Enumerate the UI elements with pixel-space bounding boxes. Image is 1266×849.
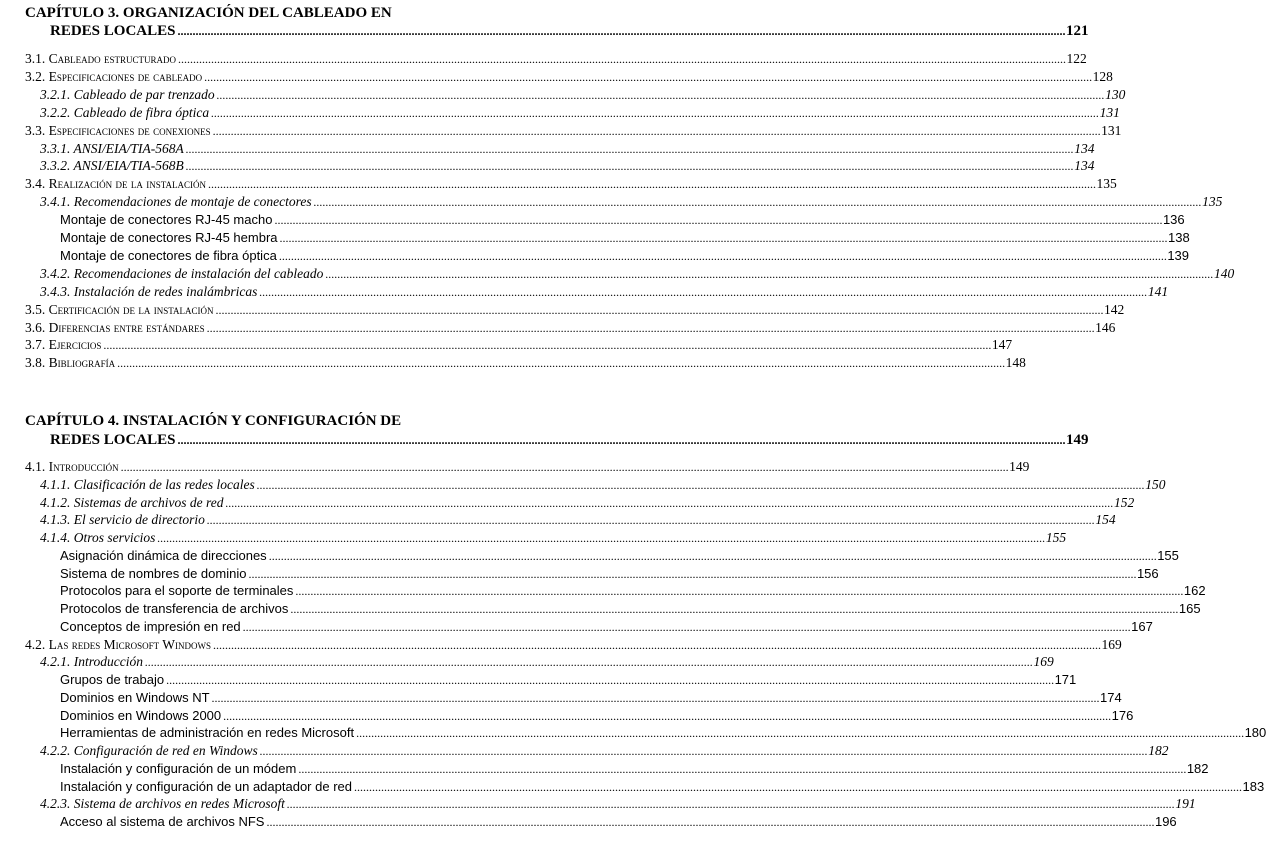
dot-leader xyxy=(145,654,1032,670)
chapter-3-title-line2 xyxy=(0,23,1089,40)
toc-entry-text: Las redes Microsoft Windows xyxy=(48,636,212,652)
dot-leader xyxy=(356,725,1243,741)
toc-entry-label xyxy=(25,176,206,192)
toc-entry[interactable] xyxy=(0,547,1179,564)
toc-entry-page: 128 xyxy=(1092,68,1113,84)
toc-entry-page: 196 xyxy=(1154,814,1177,829)
toc-entry-page: 141 xyxy=(1147,283,1169,299)
toc-entry-page: 182 xyxy=(1186,760,1209,776)
toc-entry-text: Instalación de redes inalámbricas xyxy=(73,283,258,299)
toc-entry[interactable] xyxy=(0,654,1054,670)
toc-entry-page: 152 xyxy=(1113,494,1135,510)
toc-entry-text: Diferencias entre estándares xyxy=(48,319,205,335)
toc-entry[interactable] xyxy=(0,494,1135,511)
toc-entry-number: 4.2.1. xyxy=(40,654,71,670)
toc-entry-page: 135 xyxy=(1202,194,1223,210)
toc-entry[interactable] xyxy=(0,140,1095,157)
toc-entry-text: ANSI/EIA/TIA-568A xyxy=(73,140,184,156)
toc-entry-number: 3.4.2. xyxy=(40,265,71,281)
toc-entry-page: 142 xyxy=(1103,301,1125,317)
toc-entry-number: 4.1. xyxy=(25,459,46,474)
toc-entry-number: 4.2.2. xyxy=(40,743,71,758)
dot-leader xyxy=(213,123,1100,139)
toc-entry-page: 134 xyxy=(1074,140,1095,156)
toc-entry-text: Instalación y configuración de un adaptador de red xyxy=(60,778,352,794)
toc-entry-page: 136 xyxy=(1162,212,1185,228)
toc-entry-label xyxy=(25,337,101,353)
toc-entry-text: Herramientas de administración en redes Microsoft xyxy=(60,725,355,741)
toc-entry-page: 148 xyxy=(1005,355,1026,371)
toc-entry[interactable] xyxy=(0,760,1209,777)
toc-entry-label xyxy=(25,123,211,139)
toc-entry-number: 4.2. xyxy=(25,636,46,652)
toc-entry-label xyxy=(60,672,164,687)
toc-entry-text: Conceptos de impresión en red xyxy=(60,618,241,634)
toc-entry[interactable] xyxy=(0,265,1235,282)
toc-entry-number: 4.1.2. xyxy=(40,494,71,510)
toc-entry-label xyxy=(60,761,296,776)
dot-leader xyxy=(177,432,1064,449)
toc-entry[interactable] xyxy=(0,565,1159,582)
toc-entry[interactable] xyxy=(0,194,1223,210)
toc-entry-label xyxy=(40,141,184,157)
dot-leader xyxy=(298,761,1185,777)
toc-entry-number: 3.4.3. xyxy=(40,283,71,299)
toc-entry-page: 176 xyxy=(1111,707,1134,723)
toc-entry-text: Configuración de red en Windows xyxy=(73,743,258,758)
toc-entry-number: 3.4. xyxy=(25,176,46,192)
toc-entry[interactable] xyxy=(0,68,1113,85)
dot-leader xyxy=(280,230,1167,246)
toc-entry-text: Montaje de conectores RJ-45 hembra xyxy=(60,230,278,245)
dot-leader xyxy=(215,302,1102,318)
toc-entry-text: Grupos de trabajo xyxy=(60,672,165,687)
toc-entry-number: 3.3.2. xyxy=(40,158,71,174)
toc-entry[interactable] xyxy=(0,158,1095,174)
toc-entry-page: 169 xyxy=(1033,654,1054,670)
toc-entry-page: 131 xyxy=(1101,122,1122,138)
toc-entry-label xyxy=(40,105,209,121)
toc-entry[interactable] xyxy=(0,212,1185,228)
toc-entry-text: Instalación y configuración de un módem xyxy=(60,760,297,776)
toc-entry-label xyxy=(60,814,264,829)
dot-leader xyxy=(279,248,1166,264)
toc-entry[interactable] xyxy=(0,778,1265,795)
toc-entry-page: 169 xyxy=(1101,636,1122,652)
toc-entry[interactable] xyxy=(0,176,1117,192)
toc-entry[interactable] xyxy=(0,319,1116,336)
toc-entry-text: Recomendaciones de instalación del cableado xyxy=(73,265,324,281)
toc-entry[interactable] xyxy=(0,707,1134,724)
dot-leader xyxy=(177,23,1064,40)
dot-leader xyxy=(257,477,1144,493)
toc-entry-number: 3.7. xyxy=(25,337,46,353)
toc-entry-page: 131 xyxy=(1099,104,1120,120)
toc-entry-label xyxy=(40,194,312,210)
toc-entry-label xyxy=(60,725,354,740)
toc-entry-label xyxy=(25,459,119,475)
dot-leader xyxy=(178,51,1065,67)
dot-leader xyxy=(204,69,1091,85)
dot-leader xyxy=(269,548,1156,564)
toc-entry[interactable] xyxy=(0,618,1153,635)
toc-entry-text: Montaje de conectores RJ-45 macho xyxy=(60,212,273,228)
toc-entry-text: Protocolos para el soporte de terminales xyxy=(60,583,294,599)
toc-entry-page: 154 xyxy=(1095,512,1116,528)
toc-entry-page: 138 xyxy=(1168,230,1190,245)
chapter-4-title-line1: CAPÍTULO 4. INSTALACIÓN Y CONFIGURACIÓN DE xyxy=(25,413,402,429)
toc-entry-label xyxy=(25,51,176,67)
dot-leader xyxy=(290,601,1177,617)
dot-leader xyxy=(166,672,1053,688)
dot-leader xyxy=(295,583,1182,599)
chapter-page: 121 xyxy=(1065,23,1089,39)
toc-entry-text: Cableado estructurado xyxy=(48,51,177,66)
toc-entry-label xyxy=(60,248,277,263)
dot-leader xyxy=(287,796,1174,812)
toc-entry-label xyxy=(60,583,293,598)
toc-entry[interactable] xyxy=(0,301,1125,318)
chapter-4-title-line2 xyxy=(0,432,1089,449)
toc-entry-text: Protocolos de transferencia de archivos xyxy=(60,601,289,616)
toc-entry-number: 3.4.1. xyxy=(40,194,71,210)
dot-leader xyxy=(157,530,1044,546)
toc-entry-number: 3.2.1. xyxy=(40,86,71,102)
toc-entry-page: 171 xyxy=(1054,672,1077,687)
dot-leader xyxy=(186,141,1073,157)
toc-entry-page: 140 xyxy=(1213,265,1235,281)
dot-leader xyxy=(325,266,1212,282)
toc-entry-text: Cableado de par trenzado xyxy=(73,86,215,102)
dot-leader xyxy=(217,87,1104,103)
toc-entry-text: El servicio de directorio xyxy=(73,512,205,528)
dot-leader xyxy=(103,337,990,353)
toc-entry-page: 165 xyxy=(1178,601,1201,616)
toc-entry[interactable] xyxy=(0,230,1190,246)
toc-entry-label xyxy=(60,619,241,634)
toc-entry-label xyxy=(60,212,272,227)
toc-entry-text: Recomendaciones de montaje de conectores xyxy=(73,194,312,210)
toc-entry-page: 183 xyxy=(1242,778,1265,794)
toc-entry-page: 146 xyxy=(1095,319,1116,335)
toc-entry-number: 3.2. xyxy=(25,68,46,84)
toc-entry-page: 150 xyxy=(1145,476,1166,492)
dot-leader xyxy=(186,158,1073,174)
dot-leader xyxy=(207,512,1094,528)
toc-entry[interactable] xyxy=(0,814,1177,830)
toc-entry-label xyxy=(40,495,223,511)
toc-entry[interactable] xyxy=(0,86,1126,103)
toc-entry-number: 3.3. xyxy=(25,122,46,138)
toc-entry-text: Introducción xyxy=(73,654,143,670)
toc-entry-label xyxy=(40,158,184,174)
toc-entry-number: 4.2.3. xyxy=(40,796,71,812)
toc-entry-text: Sistema de nombres de dominio xyxy=(60,565,247,581)
toc-entry-label xyxy=(60,708,221,723)
dot-leader xyxy=(207,320,1094,336)
chapter-3-title-line1: CAPÍTULO 3. ORGANIZACIÓN DEL CABLEADO EN xyxy=(25,5,392,21)
dot-leader xyxy=(211,105,1098,121)
toc-entry[interactable] xyxy=(0,283,1169,300)
toc-entry[interactable] xyxy=(0,636,1122,653)
toc-entry-page: 162 xyxy=(1183,583,1206,599)
toc-entry-number: 3.3.1. xyxy=(40,140,71,156)
dot-leader xyxy=(212,690,1099,706)
dot-leader xyxy=(260,743,1147,759)
toc-entry-text: Introducción xyxy=(48,459,119,474)
toc-entry-label xyxy=(40,796,285,812)
toc-entry-label xyxy=(25,69,202,85)
toc-entry-page: 147 xyxy=(991,337,1013,353)
toc-entry-label xyxy=(40,87,215,103)
toc-entry-text: Sistemas de archivos de red xyxy=(73,494,224,510)
toc-entry-page: 180 xyxy=(1244,725,1266,741)
toc-entry[interactable] xyxy=(0,689,1122,706)
dot-leader xyxy=(223,708,1110,724)
toc-entry[interactable] xyxy=(0,583,1206,599)
toc-entry[interactable] xyxy=(0,247,1190,264)
toc-entry-label xyxy=(60,690,210,705)
toc-entry-number: 3.8. xyxy=(25,355,46,371)
dot-leader xyxy=(266,814,1153,830)
toc-entry-page: 130 xyxy=(1105,86,1126,102)
toc-entry-number: 3.5. xyxy=(25,301,46,317)
chapter-page: 149 xyxy=(1065,432,1089,448)
dot-leader xyxy=(225,495,1112,511)
dot-leader xyxy=(208,176,1095,192)
toc-entry-number: 4.1.4. xyxy=(40,530,71,545)
toc-entry-page: 182 xyxy=(1148,743,1169,758)
toc-entry[interactable] xyxy=(0,672,1077,688)
toc-entry[interactable] xyxy=(0,796,1196,812)
toc-entry-label xyxy=(40,654,143,670)
toc-entry-text: Dominios en Windows 2000 xyxy=(60,707,222,723)
toc-entry-label xyxy=(60,779,352,794)
toc-entry-text: Cableado de fibra óptica xyxy=(73,104,210,120)
toc-entry-label xyxy=(40,530,155,546)
toc-entry-number: 3.2.2. xyxy=(40,104,71,120)
toc-entry[interactable] xyxy=(0,725,1266,741)
toc-entry-text: Montaje de conectores de fibra óptica xyxy=(60,247,277,263)
toc-entry-text: Clasificación de las redes locales xyxy=(73,476,255,492)
toc-entry[interactable] xyxy=(0,459,1030,475)
dot-leader xyxy=(117,355,1004,371)
toc-entry[interactable] xyxy=(0,530,1067,546)
toc-entry-page: 139 xyxy=(1167,247,1190,263)
toc-entry-page: 149 xyxy=(1009,459,1030,474)
toc-entry-page: 122 xyxy=(1066,51,1087,66)
toc-entry[interactable] xyxy=(0,601,1201,617)
dot-leader xyxy=(121,459,1008,475)
toc-entry-page: 174 xyxy=(1100,689,1122,705)
toc-entry-page: 135 xyxy=(1096,176,1117,192)
toc-entry[interactable] xyxy=(0,51,1087,67)
toc-entry-page: 191 xyxy=(1175,796,1196,812)
dot-leader xyxy=(213,637,1100,653)
dot-leader xyxy=(259,284,1146,300)
toc-entry-label xyxy=(60,230,278,245)
dot-leader xyxy=(314,194,1201,210)
toc-entry-label xyxy=(25,355,115,371)
toc-entry-text: ANSI/EIA/TIA-568B xyxy=(73,158,184,174)
toc-entry-label xyxy=(40,284,257,300)
toc-entry-label xyxy=(60,601,288,616)
toc-entry[interactable] xyxy=(0,476,1166,493)
toc-entry-text: Sistema de archivos en redes Microsoft xyxy=(73,796,285,812)
toc-entry-page: 167 xyxy=(1131,618,1153,634)
toc-entry-page: 155 xyxy=(1045,530,1067,545)
toc-entry[interactable] xyxy=(0,355,1026,371)
toc-entry-label xyxy=(60,566,246,581)
toc-entry-page: 134 xyxy=(1074,158,1095,174)
toc-entry-text: Bibliografía xyxy=(48,355,116,371)
toc-entry-label xyxy=(40,266,323,282)
toc-entry-number: 3.6. xyxy=(25,319,46,335)
toc-entry-number: 4.1.1. xyxy=(40,476,71,492)
toc-entry-text: Especificaciones de cableado xyxy=(48,68,203,84)
toc-entry[interactable] xyxy=(0,512,1116,528)
toc-entry[interactable] xyxy=(0,104,1120,121)
toc-entry[interactable] xyxy=(0,122,1122,139)
toc-entry-label xyxy=(25,637,211,653)
toc-entry-text: Otros servicios xyxy=(73,530,156,545)
dot-leader xyxy=(243,619,1130,635)
toc-entry-text: Especificaciones de conexiones xyxy=(48,122,211,138)
toc-entry-text: Dominios en Windows NT xyxy=(60,689,210,705)
toc-entry-page: 156 xyxy=(1136,565,1159,581)
toc-entry-page: 155 xyxy=(1157,547,1179,563)
toc-entry-label xyxy=(60,548,267,563)
toc-entry[interactable] xyxy=(0,743,1169,759)
toc-entry-number: 4.1.3. xyxy=(40,512,71,528)
toc-entry[interactable] xyxy=(0,337,1013,353)
toc-entry-text: Asignación dinámica de direcciones xyxy=(60,547,267,563)
toc-entry-text: Ejercicios xyxy=(48,337,102,353)
toc-entry-text: Acceso al sistema de archivos NFS xyxy=(60,814,265,829)
dot-leader xyxy=(248,566,1135,582)
toc-entry-label xyxy=(40,512,205,528)
chapter-title-text: REDES LOCALES xyxy=(50,432,176,448)
toc-entry-number: 3.1. xyxy=(25,51,46,66)
toc-entry-label xyxy=(25,320,205,336)
toc-entry-text: Realización de la instalación xyxy=(48,176,207,192)
chapter-title-text: REDES LOCALES xyxy=(50,23,176,39)
toc-entry-label xyxy=(40,743,258,759)
toc-entry-label xyxy=(40,477,255,493)
dot-leader xyxy=(354,779,1241,795)
toc-entry-label xyxy=(25,302,213,318)
toc-entry-text: Certificación de la instalación xyxy=(48,301,214,317)
dot-leader xyxy=(274,212,1161,228)
